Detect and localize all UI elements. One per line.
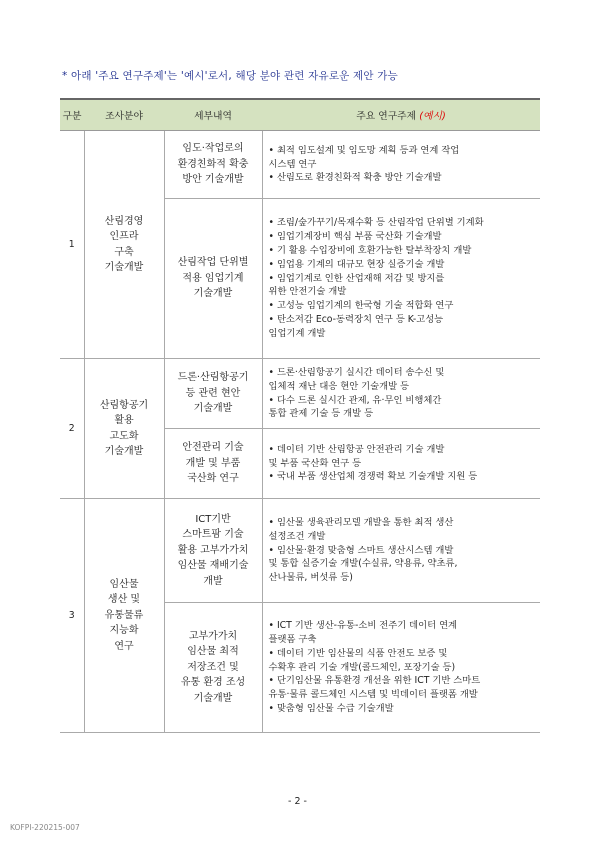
survey-area (84, 359, 164, 499)
topic-cell (262, 199, 540, 359)
group-number: 1 (60, 131, 84, 359)
detail-line: 임산물 재배기술 (177, 560, 249, 572)
topic-item: 통합 관제 기술 등 개발 등 (268, 408, 374, 420)
topic-item: 위한 안전기술 개발 (268, 286, 347, 298)
survey-area (84, 499, 164, 733)
detail-line: 안전관리 기술 (182, 442, 244, 454)
survey-area-line: 기술개발 (104, 446, 144, 457)
detail-cell (164, 499, 262, 603)
detail-cell (164, 131, 262, 199)
survey-area-line: 활용 (114, 415, 134, 426)
page-number: - 2 - (288, 796, 307, 807)
topic-item: 입체적 재난 대응 현안 기술개발 등 (268, 380, 410, 392)
survey-area (84, 131, 164, 359)
header-topic-label: 주요 연구주제 (356, 111, 417, 122)
survey-area-line: 기술개발 (104, 262, 144, 273)
topic-item: 임업기계 개발 (268, 328, 326, 340)
survey-area-line: 유통물류 (104, 609, 144, 621)
detail-line: 방안 기술개발 (182, 174, 244, 186)
group-number: 3 (60, 499, 84, 733)
topic-item: • 산림도로 환경친화적 확충 방안 기술개발 (268, 172, 442, 184)
survey-area-line: 임산물 (109, 578, 139, 590)
detail-line: 등 관련 현안 (185, 387, 241, 399)
detail-line: 임도·작업로의 (182, 143, 244, 155)
detail-line: 환경친화적 확충 (177, 158, 249, 170)
topic-item: • 조림/숲가꾸기/목재수확 등 산림작업 단위별 기계화 (268, 216, 484, 228)
topic-item: 시스템 연구 (268, 158, 317, 170)
table-row (60, 499, 540, 603)
topic-item: 설정조건 개발 (268, 530, 326, 542)
topic-item: • 맞춤형 임산물 수급 기술개발 (268, 703, 394, 715)
topic-item: • 데이터 기반 임산물의 식품 안전도 보증 및 (268, 647, 448, 659)
detail-cell (164, 199, 262, 359)
detail-line: 기술개발 (193, 692, 233, 704)
research-topic-table (60, 98, 540, 733)
topic-item: • 임산물·환경 맞춤형 스마트 생산시스템 개발 (268, 544, 454, 556)
detail-line: 기술개발 (193, 288, 233, 300)
topic-item: • 국내 부품 생산업체 경쟁력 확보 기술개발 지원 등 (268, 471, 478, 483)
topic-item: • 단기임산물 유통환경 개선을 위한 ICT 기반 스마트 (268, 675, 481, 687)
survey-area-line: 생산 및 (107, 594, 141, 606)
detail-line: ICT기반 (195, 513, 231, 525)
topic-item: 유통·물류 콜드체인 시스템 및 빅데이터 플랫폼 개발 (268, 689, 478, 701)
detail-line: 활용 고부가가치 (177, 544, 249, 556)
survey-area-line: 연구 (114, 640, 134, 652)
topic-item: 플랫폼 구축 (268, 633, 317, 645)
topic-item: • ICT 기반 생산-유통-소비 전주기 데이터 연계 (268, 619, 458, 631)
topic-item: • 탄소저감 Eco-동력장치 연구 등 K-고성능 (268, 314, 444, 326)
group-number: 2 (60, 359, 84, 499)
topic-item: • 최적 임도설계 및 임도망 계획 등과 연계 작업 (268, 144, 460, 156)
table-row (60, 359, 540, 429)
header-topic (262, 99, 540, 131)
table-row (60, 131, 540, 199)
detail-line: 국산화 연구 (187, 473, 239, 485)
detail-cell (164, 359, 262, 429)
topic-item: 산나물류, 버섯류 등) (268, 572, 353, 584)
detail-cell (164, 603, 262, 733)
topic-item: • 임업용 기계의 대규모 현장 실증기술 개발 (268, 258, 445, 270)
survey-area-line: 구축 (114, 246, 134, 258)
topic-item: • 드론·산림항공기 실시간 데이터 송수신 및 (268, 366, 445, 378)
detail-line: 유통 환경 조성 (180, 677, 246, 689)
header-no: 구분 (60, 99, 84, 131)
survey-area-line: 산림항공기 (99, 399, 149, 411)
topic-item: • 고성능 임업기계의 한국형 기술 적합화 연구 (268, 300, 454, 312)
topic-item: • 기 활용 수입장비에 호환가능한 탈부착장치 개발 (268, 244, 472, 256)
detail-line: 드론·산림항공기 (177, 372, 249, 384)
topic-cell (262, 131, 540, 199)
topic-cell (262, 359, 540, 429)
detail-line: 개발 및 부품 (185, 457, 241, 469)
detail-cell (164, 429, 262, 499)
topic-item: 및 통합 실증기술 개발(수실류, 약용류, 약초류, (268, 558, 458, 570)
topic-item: • 임산물 생육관리모델 개발을 통한 최적 생산 (268, 516, 454, 528)
detail-line: 저장조건 및 (187, 661, 239, 673)
topic-item: 및 부품 국산화 연구 등 (268, 457, 362, 469)
notice-text: * 아래 '주요 연구주제'는 '예시'로서, 해당 분야 관련 자유로운 제안 가능 (62, 70, 398, 82)
topic-cell (262, 603, 540, 733)
topic-item: • 다수 드론 실시간 관제, 유·무인 비행체간 (268, 394, 442, 406)
detail-line: 고부가가치 (188, 630, 238, 642)
topic-item: • 데이터 기반 산림항공 안전관리 기술 개발 (268, 443, 445, 455)
document-code: KOFPI-220215-007 (10, 823, 80, 832)
survey-area-line: 고도화 (109, 430, 139, 442)
survey-area-line: 지능화 (109, 625, 139, 637)
detail-line: 개발 (203, 575, 223, 587)
detail-line: 기술개발 (193, 403, 233, 415)
header-detail: 세부내역 (164, 99, 262, 131)
header-area: 조사분야 (84, 99, 164, 131)
table-header-row (60, 99, 540, 131)
topic-item: 수확후 관리 기술 개발(콜드체인, 포장기술 등) (268, 661, 456, 673)
header-topic-example: (예시) (419, 111, 446, 122)
detail-line: 스마트팜 기술 (182, 529, 244, 541)
topic-item: • 임업기계장비 핵심 부품 국산화 기술개발 (268, 230, 442, 242)
survey-area-line: 산림경영 (104, 215, 144, 227)
survey-area-line: 인프라 (109, 231, 139, 242)
detail-line: 적용 임업기계 (182, 272, 244, 284)
topic-cell (262, 429, 540, 499)
topic-item: • 임업기계로 인한 산업재해 저감 및 방지를 (268, 272, 445, 284)
topic-cell (262, 499, 540, 603)
detail-line: 산림작업 단위별 (177, 257, 249, 269)
detail-line: 임산물 최적 (187, 646, 239, 658)
